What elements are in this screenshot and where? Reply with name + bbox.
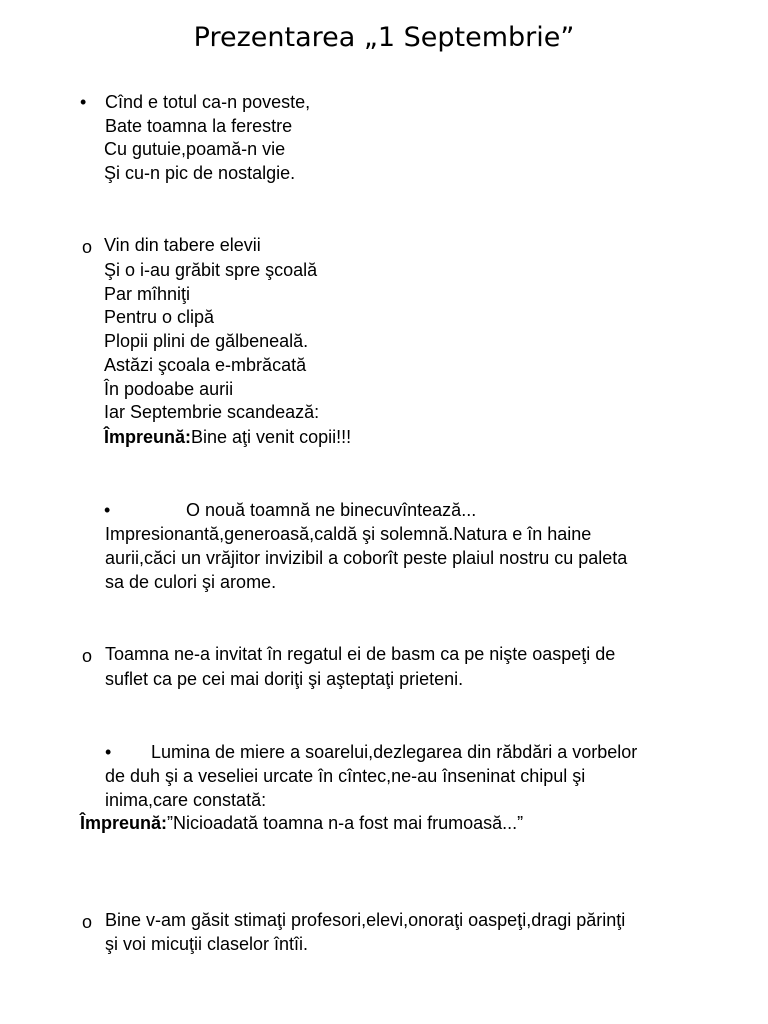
- poem-line: Pentru o clipă: [104, 307, 215, 327]
- together-label: Împreună:: [80, 813, 168, 833]
- paragraph-line: inima,care constată:: [105, 790, 267, 810]
- bullet-dot-icon: •: [104, 500, 111, 520]
- poem-line: Cu gutuie,poamă-n vie: [104, 139, 286, 159]
- bullet-dot-icon: •: [80, 92, 87, 112]
- paragraph-line: Lumina de miere a soarelui,dezlegarea din răbdări a vorbelor: [151, 742, 638, 762]
- together-text: Bine aţi venit copii!!!: [191, 427, 352, 447]
- paragraph-line: Toamna ne-a invitat în regatul ei de basm ca pe nişte oaspeţi de: [105, 644, 616, 664]
- poem-line: Astăzi şcoala e-mbrăcată: [104, 355, 307, 375]
- poem-line: În podoabe aurii: [104, 379, 234, 399]
- poem-line: Plopii plini de gălbeneală.: [104, 331, 309, 351]
- poem-line: Cînd e totul ca-n poveste,: [105, 92, 311, 112]
- poem-line: Vin din tabere elevii: [104, 235, 261, 255]
- together-text: ”Nicioadată toamna n-a fost mai frumoasă...”: [167, 813, 524, 833]
- poem-line: Par mîhniţi: [104, 284, 191, 304]
- bullet-circle-icon: o: [82, 646, 93, 666]
- poem-line: Iar Septembrie scandează:: [104, 402, 320, 422]
- together-line: [80, 811, 523, 835]
- paragraph-line: O nouă toamnă ne binecuvîntează...: [186, 500, 477, 520]
- bullet-circle-icon: o: [82, 912, 93, 932]
- paragraph-line: Bine v-am găsit stimaţi profesori,elevi,onoraţi oaspeţi,dragi părinţi: [105, 910, 626, 930]
- paragraph-line: aurii,căci un vrăjitor invizibil a coborît peste plaiul nostru cu paleta: [105, 548, 628, 568]
- poem-line: Şi o i-au grăbit spre şcoală: [104, 260, 318, 280]
- paragraph-line: Impresionantă,generoasă,caldă şi solemnă.Natura e în haine: [105, 524, 592, 544]
- paragraph-line: suflet ca pe cei mai doriţi şi aşteptaţi prieteni.: [105, 669, 464, 689]
- poem-line: Şi cu-n pic de nostalgie.: [104, 163, 296, 183]
- paragraph-line: de duh şi a veseliei urcate în cîntec,ne-au înseninat chipul şi: [105, 766, 586, 786]
- together-line: [104, 425, 351, 449]
- bullet-dot-icon: •: [105, 742, 112, 762]
- poem-line: Bate toamna la ferestre: [105, 116, 293, 136]
- page-title: Prezentarea „1 Septembrie”: [193, 22, 575, 53]
- paragraph-line: sa de culori şi arome.: [105, 572, 277, 592]
- bullet-circle-icon: o: [82, 237, 93, 257]
- paragraph-line: şi voi micuţii claselor întîi.: [105, 934, 309, 954]
- together-label: Împreună:: [104, 427, 192, 447]
